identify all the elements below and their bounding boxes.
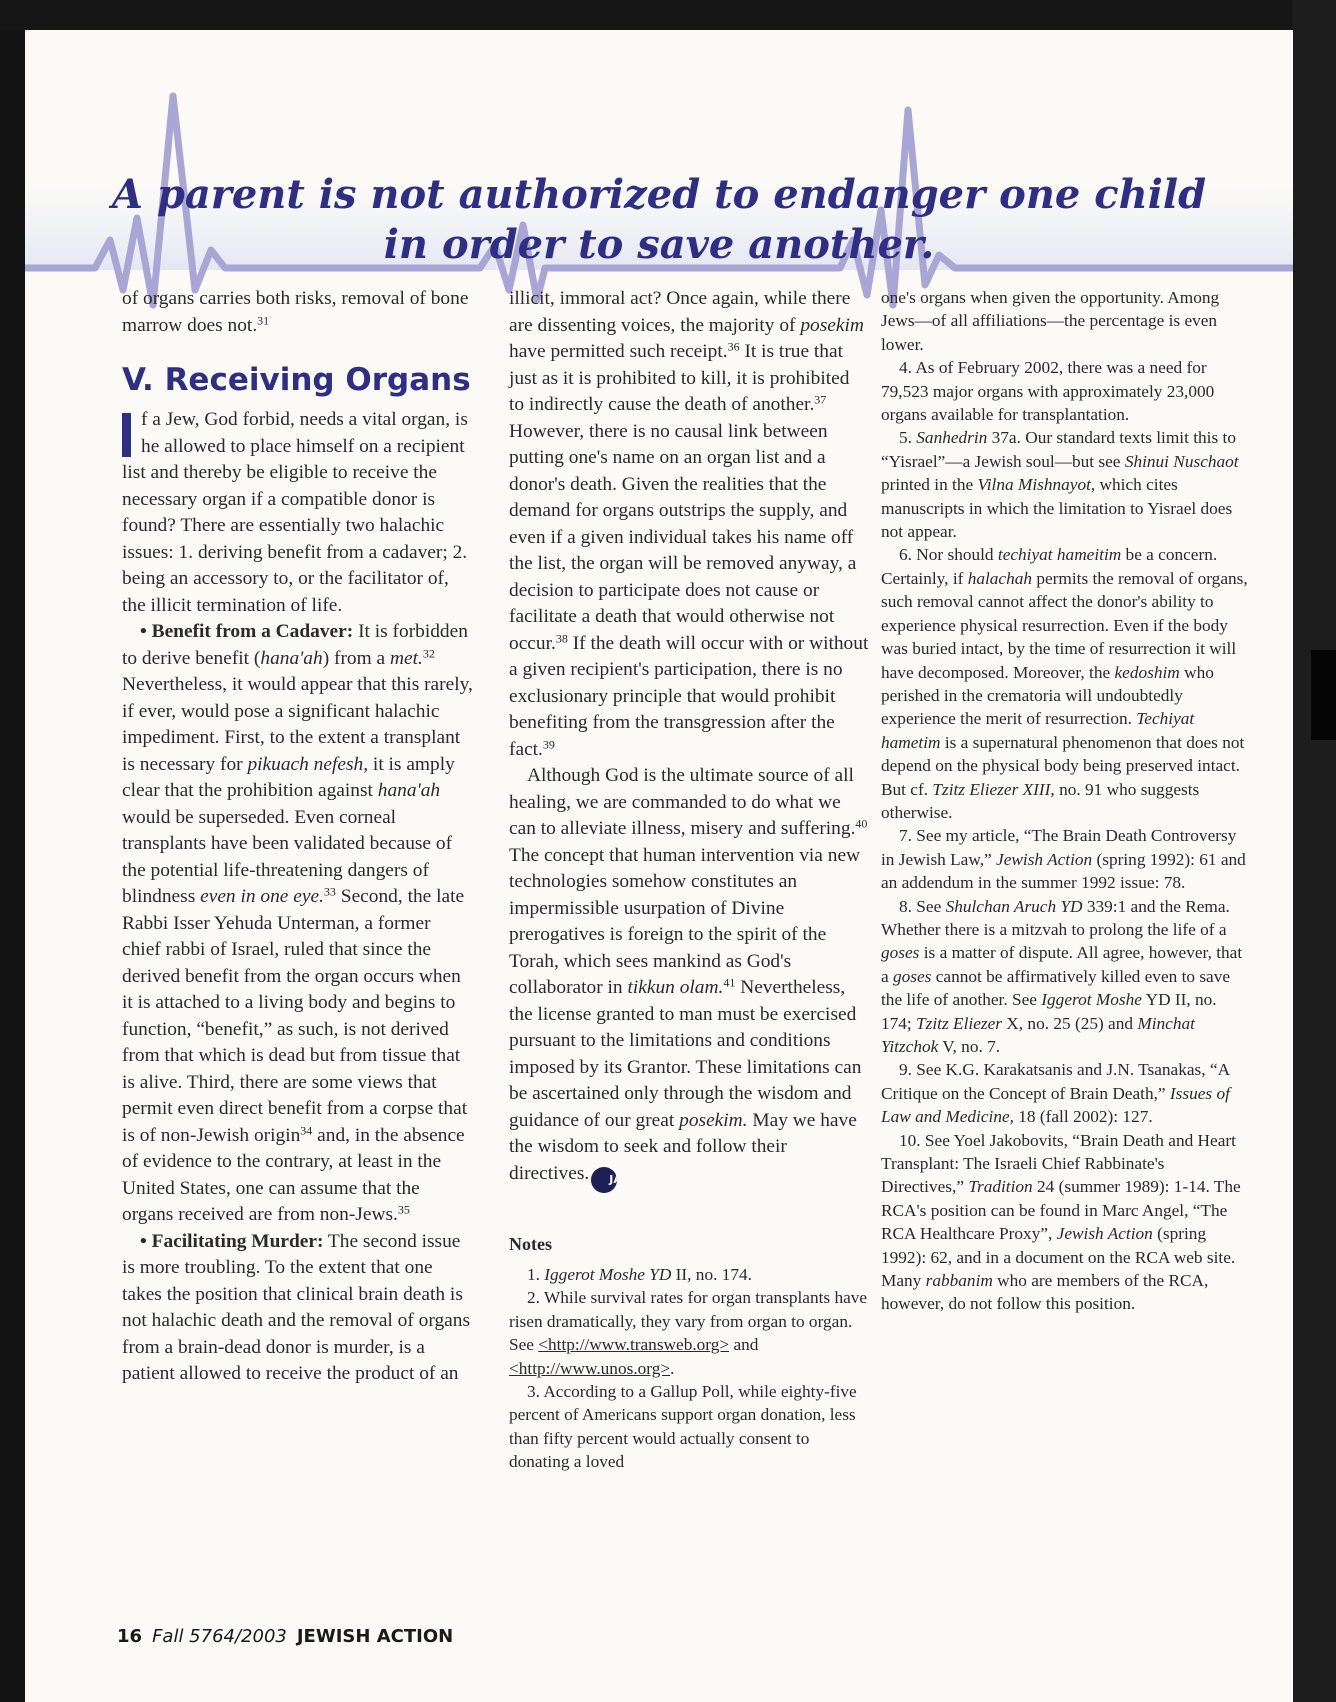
jewish-action-end-logo: JA (591, 1167, 617, 1193)
magazine-page (25, 30, 1293, 1702)
italic-term: Vilna Mishnayot, (977, 475, 1096, 495)
italic-term: Minchat Yitzchok (881, 1013, 1195, 1056)
italic-term: goses (881, 943, 920, 963)
italic-term: Iggerot Moshe (1041, 990, 1142, 1010)
note-8 (881, 895, 1251, 1059)
text: who are members of the RCA, however, do not follow this position. (881, 1271, 1209, 1314)
pull-quote-banner (25, 90, 1293, 310)
text: Second, the late Rabbi Isser Yehuda Unterman, a former chief rabbi of Israel, ruled that since the derived benefit from the organ occurs when it is attached to a living body and begins to function, “benefit,” as such, is not derived from that which is dead but from tissue that is alive. Third, there are some views that permit even direct benefit from a corpse that is of non-Jewish origin (122, 886, 468, 1146)
text: have permitted such receipt. (509, 341, 728, 362)
text: 18 (fall 2002): 127. (1013, 1107, 1153, 1127)
text: 339:1 and the Rema. Whether there is a mitzvah to prolong the life of a (881, 896, 1230, 939)
note-1 (509, 1263, 869, 1286)
text: YD II, no. 174; (881, 990, 1217, 1033)
note-6 (881, 543, 1251, 824)
text: who perished in the crematoria will undoubtedly experience the merit of resurrection. (881, 662, 1214, 729)
page-number: 16 (117, 1626, 143, 1647)
note-10 (881, 1129, 1251, 1316)
italic-term: halachah (967, 568, 1033, 588)
pull-quote-line-2: in order to save another. (383, 221, 935, 268)
text: 8. See (899, 896, 946, 916)
text: and (729, 1335, 759, 1355)
bullet-benefit-from-cadaver (122, 619, 474, 1229)
text: is a supernatural phenomenon that does not depend on the physical body being preserved intact. But cf. (881, 732, 1245, 799)
footnote-ref: 34 (300, 1122, 313, 1137)
text: X, no. 25 (25) and (1001, 1013, 1138, 1033)
text: is a matter of dispute. All agree, however, that a (881, 943, 1243, 986)
text: (spring 1992): 61 and an addendum in the summer 1992 issue: 78. (881, 849, 1246, 893)
text: f a Jew, God forbid, needs a vital organ, is he allowed to place himself on a recipient list and thereby be eligible to receive the necessary organ if a compatible donor is found? There are essentially two halachic issues: 1. deriving benefit from a cadaver; 2. being an accessory to, or the facilitator of, the illicit termination of life. (122, 409, 468, 616)
text: May we have the wisdom to seek and follow their directives. (509, 1109, 857, 1184)
footnote-ref: 39 (542, 736, 555, 751)
text: However, there is no causal link between putting one's name on an organ list and a donor's death. Given the realities that the demand for organs outstrips the supply, and even if a given individual takes his name off the list, the organ will be removed anyway, a decision to participate does not cause or facilitate a death that would otherwise not occur. (509, 420, 857, 654)
italic-term: tikkun olam. (627, 977, 724, 998)
footnote-ref: 36 (727, 339, 740, 354)
footnote-ref: 31 (257, 312, 270, 327)
paragraph (509, 763, 869, 1193)
notes-heading: Notes (509, 1233, 552, 1254)
text: 6. Nor should (899, 545, 998, 565)
text: II, no. 174. (671, 1265, 752, 1284)
text: 9. See K.G. Karakatsanis and J.N. Tsanakas, “A Critique on the Concept of Brain Death,” (881, 1060, 1230, 1103)
italic-term: Tzitz Eliezer XIII, (932, 779, 1055, 799)
note-3-continued: one's organs when given the opportunity. Among Jews—of all affiliations—the percentage is even lower. (881, 288, 1220, 354)
page-footer (117, 1626, 453, 1647)
text: Nevertheless, it would appear that this rarely, if ever, would pose a significant halachic impediment. First, to the extent a transplant is necessary for (122, 674, 473, 775)
italic-term: Jewish Action (1056, 1224, 1153, 1244)
scan-top-border (0, 0, 1336, 30)
column-1 (122, 286, 474, 1388)
italic-term: posekim (800, 314, 864, 336)
text: 10. See Yoel Jakobovits, “Brain Death and Heart Transplant: The Israeli Chief Rabbinate's Directives,” (881, 1130, 1236, 1197)
text: of organs carries both risks, removal of bone marrow does not. (122, 288, 469, 336)
text: 37a. Our standard texts limit this to “Yisrael”—a Jewish soul—but see (881, 428, 1236, 471)
italic-term: goses (893, 966, 932, 986)
text: permits the removal of organs, such removal cannot affect the donor's ability to experience physical resurrection. Even if the body was buried intact, by the time of resurrection it will have decomposed. Moreover, the (881, 568, 1248, 682)
footnote-ref: 41 (723, 975, 736, 990)
italic-term: Jewish Action (996, 849, 1093, 869)
footnote-ref: 32 (422, 645, 435, 660)
text: The concept that human intervention via new technologies somehow constitutes an impermissible usurpation of Divine prerogatives is foreign to the spirit of the Torah, which sees mankind as God's collaborator in (509, 844, 861, 998)
magazine-name: JEWISH ACTION (296, 1626, 454, 1647)
italic-term: Iggerot Moshe YD (544, 1265, 672, 1284)
text: 2. While survival rates for organ transplants have risen dramatically, they vary from organ to organ. See (509, 1288, 868, 1355)
italic-term: Issues of Law and Medicine, (881, 1083, 1230, 1127)
text: 5. (899, 428, 917, 448)
note-4: 4. As of February 2002, there was a need for 79,523 major organs with approximately 23,000 organs available for transplantation. (881, 358, 1215, 425)
paragraph (122, 286, 474, 339)
italic-term: pikuach nefesh, (247, 753, 369, 775)
scan-edge-mark (1311, 650, 1336, 740)
issue-date: Fall 5764/2003 (152, 1626, 287, 1647)
url-link[interactable]: <http://www.transweb.org> (538, 1335, 730, 1355)
italic-term: even in one eye. (200, 886, 324, 907)
column-3-notes (881, 286, 1251, 1316)
italic-term: met. (390, 647, 423, 669)
text: Nevertheless, the license granted to man must be exercised pursuant to the limitations and conditions imposed by its Grantor. These limitations can be ascertained only through the wisdom and guidance of our great (509, 977, 862, 1131)
pull-quote-line-1: A parent is not authorized to endanger one child (111, 171, 1207, 218)
text: and, in the absence of evidence to the contrary, at least in the United States, one can assume that the organs received are from non-Jews. (122, 1124, 465, 1225)
bullet-heading: • Benefit from a Cadaver: (140, 621, 354, 642)
url-link[interactable]: <http://www.unos.org> (509, 1358, 671, 1378)
footnote-ref: 38 (555, 630, 568, 645)
text: Although God is the ultimate source of all healing, we are commanded to do what we can to alleviate illness, misery and suffering. (509, 765, 856, 839)
intro-paragraph (122, 407, 474, 619)
footnote-ref: 35 (397, 1202, 410, 1217)
text: 1. (527, 1265, 545, 1284)
text: If the death will occur with or without a given recipient's participation, there is no exclusionary principle that would prohibit benefiting from the transgression after the fact. (509, 632, 869, 760)
column-2 (509, 286, 869, 1474)
italic-term: Tzitz Eliezer (916, 1013, 1002, 1033)
text: would be superseded. Even corneal transplants have been validated because of the potential life-threatening dangers of blindness (122, 806, 453, 907)
bullet-facilitating-murder (122, 1229, 474, 1388)
text: no. 91 who suggests otherwise. (881, 779, 1200, 822)
italic-term: hana'ah (377, 780, 441, 801)
italic-term: rabbanim (925, 1271, 993, 1291)
pull-quote (25, 170, 1293, 270)
italic-term: Shulchan Aruch YD (945, 896, 1083, 916)
text: . (670, 1358, 675, 1378)
note-2 (509, 1286, 869, 1380)
text: 7. See my article, “The Brain Death Controversy in Jewish Law,” (881, 826, 1237, 869)
bullet-heading: • Facilitating Murder: (140, 1230, 324, 1252)
footnote-ref: 40 (855, 816, 868, 831)
scan-right-border (1293, 0, 1336, 1702)
italic-term: posekim. (679, 1109, 748, 1131)
italic-term: kedoshim (1114, 662, 1180, 682)
italic-term: Tradition (968, 1177, 1033, 1197)
italic-term: hana'ah (260, 647, 323, 669)
italic-term: Techiyat hametim (881, 709, 1195, 752)
text: V, no. 7. (938, 1037, 1001, 1056)
text: illicit, immoral act? Once again, while there are dissenting voices, the majority of (509, 288, 851, 336)
text: printed in the (881, 475, 978, 495)
text: It is forbidden to derive benefit ( (122, 621, 468, 669)
text: It is true that just as it is prohibited to kill, it is prohibited to indirectly cause the death of another. (509, 341, 850, 415)
note-7 (881, 824, 1251, 894)
paragraph (509, 286, 869, 763)
footnote-ref: 33 (323, 884, 336, 899)
text: be a concern. Certainly, if (881, 545, 1218, 588)
note-3: 3. According to a Gallup Poll, while eighty-five percent of Americans support organ donation, less than fifty percent would actually consent to donating a loved (509, 1382, 857, 1472)
note-5 (881, 426, 1251, 543)
section-heading: V. Receiving Organs (122, 362, 471, 398)
text: which cites manuscripts in which the limitation to Yisrael does not appear. (881, 475, 1233, 542)
text: ) from a (322, 647, 391, 669)
text: cannot be affirmatively killed even to save the life of another. See (881, 966, 1231, 1010)
text: (spring 1992): 62, and in a document on the RCA web site. Many (881, 1224, 1236, 1291)
text: The second issue is more troubling. To the extent that one takes the position that clinical brain death is not halachic death and the removal of organs from a brain-dead donor is murder, is a patient allowed to receive the product of an (122, 1230, 471, 1384)
italic-term: Shinui Nuschaot (1124, 451, 1239, 471)
italic-term: Sanhedrin (916, 428, 988, 448)
drop-cap (122, 413, 131, 457)
text: 24 (summer 1989): 1-14. The RCA's position can be found in Marc Angel, “The RCA Healthcare Proxy”, (881, 1177, 1241, 1244)
italic-term: techiyat hameitim (997, 545, 1122, 565)
note-9 (881, 1058, 1251, 1128)
text: it is amply clear that the prohibition against (122, 753, 455, 801)
footnote-ref: 37 (814, 392, 827, 407)
